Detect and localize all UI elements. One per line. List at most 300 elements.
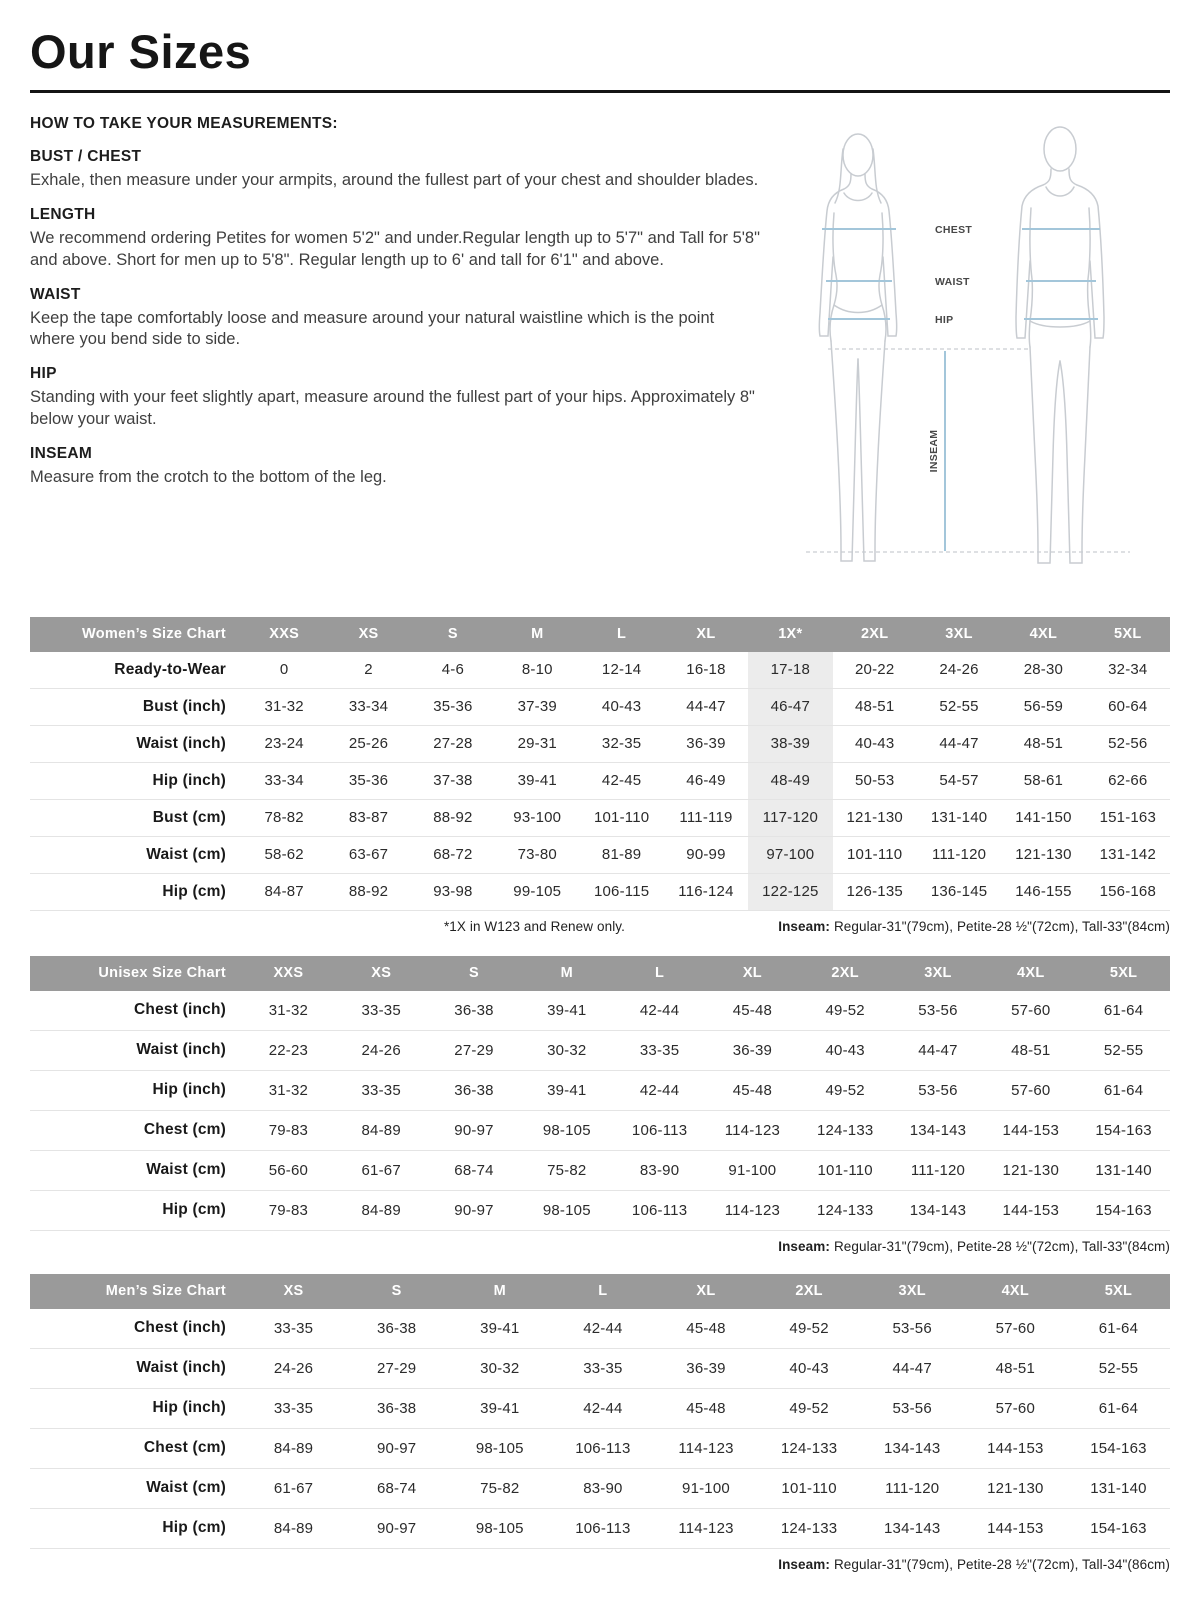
table-cell: 48-51 — [984, 1030, 1077, 1070]
table-row — [30, 725, 1170, 762]
table-cell: 0 — [242, 652, 326, 689]
table-cell: 49-52 — [758, 1388, 861, 1428]
table-cell: 90-99 — [664, 836, 748, 873]
table-cell: 36-39 — [664, 725, 748, 762]
table-cell: 39-41 — [495, 762, 579, 799]
chest-label: CHEST — [935, 223, 973, 236]
table-row — [30, 652, 1170, 689]
row-label: Bust (inch) — [30, 688, 242, 725]
table-cell: 30-32 — [520, 1030, 613, 1070]
table-cell: 101-110 — [579, 799, 663, 836]
table-cell: 42-44 — [551, 1309, 654, 1349]
table-cell: 22-23 — [242, 1030, 335, 1070]
table-cell: 33-35 — [242, 1309, 345, 1349]
table-cell: 93-100 — [495, 799, 579, 836]
table-cell: 30-32 — [448, 1348, 551, 1388]
table-cell: 32-34 — [1086, 652, 1170, 689]
table-cell: 134-143 — [861, 1428, 964, 1468]
header-row — [30, 1274, 1170, 1309]
table-cell: 106-113 — [551, 1508, 654, 1548]
table-cell: 33-35 — [335, 1070, 428, 1110]
table-cell: 84-89 — [242, 1508, 345, 1548]
table-cell: 68-74 — [345, 1468, 448, 1508]
column-header: L — [579, 617, 663, 652]
section-title: INSEAM — [30, 445, 93, 463]
table-cell: 136-145 — [917, 873, 1001, 910]
column-header: XS — [242, 1274, 345, 1309]
table-cell: 68-72 — [411, 836, 495, 873]
column-header: M — [495, 617, 579, 652]
inseam-footnote-label: Inseam: — [778, 1556, 830, 1572]
measurement-section-length — [30, 206, 760, 272]
column-header: XXS — [242, 617, 326, 652]
table-cell: 32-35 — [579, 725, 663, 762]
table-cell: 27-29 — [345, 1348, 448, 1388]
table-row — [30, 1468, 1170, 1508]
table-cell: 114-123 — [706, 1190, 799, 1230]
column-header: 4XL — [984, 956, 1077, 991]
table-cell: 106-115 — [579, 873, 663, 910]
table-cell: 53-56 — [892, 1070, 985, 1110]
table-cell: 154-163 — [1077, 1110, 1170, 1150]
column-header: XL — [706, 956, 799, 991]
mens-size-chart-table — [30, 1274, 1170, 1549]
table-cell: 84-87 — [242, 873, 326, 910]
table-cell: 42-44 — [613, 991, 706, 1031]
table-row — [30, 799, 1170, 836]
table-cell: 16-18 — [664, 652, 748, 689]
measurement-instructions — [30, 115, 760, 587]
table-cell: 38-39 — [748, 725, 832, 762]
row-label: Waist (inch) — [30, 1030, 242, 1070]
table-cell: 60-64 — [1086, 688, 1170, 725]
column-header: M — [520, 956, 613, 991]
row-label: Bust (cm) — [30, 799, 242, 836]
table-cell: 52-56 — [1086, 725, 1170, 762]
table-cell: 45-48 — [654, 1388, 757, 1428]
table-cell: 36-39 — [706, 1030, 799, 1070]
table-cell: 151-163 — [1086, 799, 1170, 836]
table-cell: 90-97 — [345, 1428, 448, 1468]
table-cell: 54-57 — [917, 762, 1001, 799]
measurement-section-bust-chest — [30, 148, 760, 192]
row-label: Chest (inch) — [30, 991, 242, 1031]
inseam-footnote-text: Regular-31"(79cm), Petite-28 ½"(72cm), Tall-33"(84cm) — [833, 1238, 1170, 1254]
table-cell: 93-98 — [411, 873, 495, 910]
table-cell: 63-67 — [326, 836, 410, 873]
table-cell: 8-10 — [495, 652, 579, 689]
table-cell: 144-153 — [964, 1428, 1067, 1468]
table-cell: 144-153 — [964, 1508, 1067, 1548]
column-header: L — [613, 956, 706, 991]
table-cell: 101-110 — [799, 1150, 892, 1190]
table-cell: 68-74 — [428, 1150, 521, 1190]
section-title: WAIST — [30, 285, 81, 303]
table-cell: 154-163 — [1067, 1508, 1170, 1548]
unisex-size-chart-table — [30, 956, 1170, 1231]
table-cell: 144-153 — [984, 1190, 1077, 1230]
waist-label: WAIST — [935, 275, 970, 288]
table-cell: 61-67 — [335, 1150, 428, 1190]
table-cell: 39-41 — [448, 1388, 551, 1428]
table-cell: 61-67 — [242, 1468, 345, 1508]
table-cell: 25-26 — [326, 725, 410, 762]
column-header: M — [448, 1274, 551, 1309]
table-title: Men’s Size Chart — [30, 1274, 242, 1309]
table-cell: 131-140 — [1067, 1468, 1170, 1508]
table-cell: 44-47 — [664, 688, 748, 725]
table-cell: 98-105 — [520, 1190, 613, 1230]
header-row — [30, 617, 1170, 652]
table-cell: 131-140 — [1077, 1150, 1170, 1190]
table-cell: 116-124 — [664, 873, 748, 910]
column-header: XXS — [242, 956, 335, 991]
table-cell: 134-143 — [892, 1110, 985, 1150]
table-cell: 39-41 — [520, 1070, 613, 1110]
table-row — [30, 1309, 1170, 1349]
table-cell: 44-47 — [917, 725, 1001, 762]
table-cell: 57-60 — [984, 1070, 1077, 1110]
table-cell: 52-55 — [1077, 1030, 1170, 1070]
table-cell: 57-60 — [964, 1388, 1067, 1428]
table-cell: 121-130 — [964, 1468, 1067, 1508]
table-cell: 154-163 — [1077, 1190, 1170, 1230]
table-cell: 146-155 — [1001, 873, 1085, 910]
table-row — [30, 873, 1170, 910]
table-cell: 61-64 — [1077, 991, 1170, 1031]
table-cell: 124-133 — [799, 1190, 892, 1230]
table-cell: 83-90 — [551, 1468, 654, 1508]
table-cell: 134-143 — [861, 1508, 964, 1548]
table-cell: 81-89 — [579, 836, 663, 873]
table-row — [30, 1150, 1170, 1190]
section-title: LENGTH — [30, 205, 96, 223]
column-header: 3XL — [917, 617, 1001, 652]
title-divider — [30, 90, 1170, 93]
header-row — [30, 956, 1170, 991]
table-cell: 27-28 — [411, 725, 495, 762]
table-cell: 79-83 — [242, 1110, 335, 1150]
womens-1x-footnote: *1X in W123 and Renew only. — [443, 918, 625, 934]
table-cell: 28-30 — [1001, 652, 1085, 689]
table-cell: 23-24 — [242, 725, 326, 762]
hip-label: HIP — [935, 313, 954, 326]
woman-figure — [819, 134, 897, 561]
table-cell: 17-18 — [748, 652, 832, 689]
table-cell: 40-43 — [579, 688, 663, 725]
table-cell: 36-38 — [345, 1309, 448, 1349]
mens-table-footnotes — [30, 1557, 1170, 1572]
table-row — [30, 1030, 1170, 1070]
table-cell: 40-43 — [758, 1348, 861, 1388]
table-cell: 83-87 — [326, 799, 410, 836]
table-cell: 20-22 — [833, 652, 917, 689]
table-cell: 111-119 — [664, 799, 748, 836]
womens-table-footnotes — [30, 919, 1170, 934]
column-header: 2XL — [833, 617, 917, 652]
table-cell: 98-105 — [448, 1428, 551, 1468]
table-cell: 106-113 — [613, 1110, 706, 1150]
table-cell: 48-51 — [833, 688, 917, 725]
table-cell: 42-44 — [613, 1070, 706, 1110]
table-cell: 24-26 — [242, 1348, 345, 1388]
table-cell: 156-168 — [1086, 873, 1170, 910]
row-label: Waist (inch) — [30, 725, 242, 762]
row-label: Hip (cm) — [30, 1190, 242, 1230]
inseam-footnote — [30, 1239, 1170, 1254]
table-cell: 36-39 — [654, 1348, 757, 1388]
table-cell: 44-47 — [892, 1030, 985, 1070]
table-cell: 57-60 — [984, 991, 1077, 1031]
table-row — [30, 688, 1170, 725]
column-header: 4XL — [964, 1274, 1067, 1309]
table-row — [30, 1348, 1170, 1388]
table-cell: 124-133 — [799, 1110, 892, 1150]
row-label: Chest (cm) — [30, 1428, 242, 1468]
column-header: S — [428, 956, 521, 991]
table-cell: 31-32 — [242, 991, 335, 1031]
inseam-footnote-label: Inseam: — [778, 918, 830, 934]
row-label: Waist (inch) — [30, 1348, 242, 1388]
column-header: 1X* — [748, 617, 832, 652]
row-label: Waist (cm) — [30, 1468, 242, 1508]
table-cell: 61-64 — [1067, 1388, 1170, 1428]
column-header: L — [551, 1274, 654, 1309]
table-cell: 88-92 — [326, 873, 410, 910]
table-cell: 36-38 — [428, 1070, 521, 1110]
table-cell: 27-29 — [428, 1030, 521, 1070]
table-row — [30, 1508, 1170, 1548]
table-cell: 134-143 — [892, 1190, 985, 1230]
table-cell: 141-150 — [1001, 799, 1085, 836]
inseam-footnote — [625, 919, 1170, 934]
row-label: Hip (inch) — [30, 762, 242, 799]
table-cell: 78-82 — [242, 799, 326, 836]
table-cell: 33-35 — [551, 1348, 654, 1388]
table-cell: 53-56 — [892, 991, 985, 1031]
column-header: S — [345, 1274, 448, 1309]
table-cell: 33-34 — [326, 688, 410, 725]
table-cell: 122-125 — [748, 873, 832, 910]
table-cell: 83-90 — [613, 1150, 706, 1190]
table-row — [30, 1428, 1170, 1468]
table-cell: 101-110 — [758, 1468, 861, 1508]
table-cell: 24-26 — [335, 1030, 428, 1070]
table-cell: 106-113 — [613, 1190, 706, 1230]
table-cell: 46-49 — [664, 762, 748, 799]
table-cell: 91-100 — [706, 1150, 799, 1190]
table-cell: 40-43 — [799, 1030, 892, 1070]
man-figure — [1016, 127, 1104, 563]
table-cell: 97-100 — [748, 836, 832, 873]
table-cell: 33-35 — [613, 1030, 706, 1070]
table-cell: 90-97 — [428, 1110, 521, 1150]
measurement-diagram — [760, 115, 1170, 587]
column-header: 4XL — [1001, 617, 1085, 652]
table-cell: 37-38 — [411, 762, 495, 799]
row-label: Waist (cm) — [30, 1150, 242, 1190]
table-cell: 12-14 — [579, 652, 663, 689]
table-row — [30, 1070, 1170, 1110]
table-cell: 44-47 — [861, 1348, 964, 1388]
table-cell: 52-55 — [1067, 1348, 1170, 1388]
table-cell: 106-113 — [551, 1428, 654, 1468]
page-title: Our Sizes — [30, 25, 252, 78]
table-cell: 61-64 — [1067, 1309, 1170, 1349]
table-cell: 4-6 — [411, 652, 495, 689]
section-title: BUST / CHEST — [30, 147, 142, 165]
section-body: We recommend ordering Petites for women 5'2" and under.Regular length up to 5'7" and Tall for 5'8" and above. Short for men up to 5'8". Regular length up to 6' and tall for 6'1" and above. — [30, 228, 760, 269]
table-row — [30, 991, 1170, 1031]
table-cell: 131-140 — [917, 799, 1001, 836]
table-cell: 91-100 — [654, 1468, 757, 1508]
table-cell: 57-60 — [964, 1309, 1067, 1349]
table-cell: 98-105 — [448, 1508, 551, 1548]
row-label: Hip (cm) — [30, 873, 242, 910]
table-cell: 75-82 — [448, 1468, 551, 1508]
table-cell: 31-32 — [242, 1070, 335, 1110]
table-title: Unisex Size Chart — [30, 956, 242, 991]
section-body: Exhale, then measure under your armpits, around the fullest part of your chest and shoulder blades. — [30, 170, 759, 189]
table-cell: 53-56 — [861, 1309, 964, 1349]
section-body: Keep the tape comfortably loose and measure around your natural waistline which is the point where you bend side to side. — [30, 308, 715, 349]
table-cell: 121-130 — [984, 1150, 1077, 1190]
table-cell: 90-97 — [345, 1508, 448, 1548]
row-label: Hip (inch) — [30, 1388, 242, 1428]
unisex-table-footnotes — [30, 1239, 1170, 1254]
table-cell: 114-123 — [654, 1428, 757, 1468]
table-cell: 49-52 — [758, 1309, 861, 1349]
column-header: 2XL — [758, 1274, 861, 1309]
table-cell: 36-38 — [428, 991, 521, 1031]
table-cell: 84-89 — [335, 1110, 428, 1150]
table-cell: 131-142 — [1086, 836, 1170, 873]
table-cell: 46-47 — [748, 688, 832, 725]
column-header: 3XL — [861, 1274, 964, 1309]
row-label: Hip (cm) — [30, 1508, 242, 1548]
table-cell: 111-120 — [861, 1468, 964, 1508]
section-body: Standing with your feet slightly apart, measure around the fullest part of your hips. Approximately 8" below your waist. — [30, 388, 755, 429]
intro-section — [30, 115, 1170, 587]
table-cell: 101-110 — [833, 836, 917, 873]
table-cell: 84-89 — [242, 1428, 345, 1468]
table-cell: 53-56 — [861, 1388, 964, 1428]
measurement-section-hip — [30, 365, 760, 431]
table-cell: 84-89 — [335, 1190, 428, 1230]
table-cell: 33-35 — [335, 991, 428, 1031]
table-title: Women’s Size Chart — [30, 617, 242, 652]
row-label: Chest (cm) — [30, 1110, 242, 1150]
table-cell: 48-49 — [748, 762, 832, 799]
table-cell: 56-60 — [242, 1150, 335, 1190]
table-cell: 50-53 — [833, 762, 917, 799]
table-cell: 121-130 — [1001, 836, 1085, 873]
column-header: XS — [326, 617, 410, 652]
inseam-label: INSEAM — [928, 429, 940, 473]
table-cell: 124-133 — [758, 1428, 861, 1468]
table-cell: 42-45 — [579, 762, 663, 799]
table-row — [30, 836, 1170, 873]
table-cell: 39-41 — [448, 1309, 551, 1349]
table-cell: 75-82 — [520, 1150, 613, 1190]
table-cell: 126-135 — [833, 873, 917, 910]
row-label: Waist (cm) — [30, 836, 242, 873]
table-cell: 45-48 — [706, 991, 799, 1031]
row-label: Ready-to-Wear — [30, 652, 242, 689]
column-header: 5XL — [1067, 1274, 1170, 1309]
column-header: 5XL — [1077, 956, 1170, 991]
column-header: S — [411, 617, 495, 652]
table-cell: 111-120 — [917, 836, 1001, 873]
table-cell: 39-41 — [520, 991, 613, 1031]
table-cell: 49-52 — [799, 1070, 892, 1110]
table-cell: 29-31 — [495, 725, 579, 762]
table-cell: 58-62 — [242, 836, 326, 873]
table-cell: 35-36 — [411, 688, 495, 725]
inseam-footnote-label: Inseam: — [778, 1238, 830, 1254]
table-cell: 90-97 — [428, 1190, 521, 1230]
womens-size-chart-table — [30, 617, 1170, 911]
table-cell: 117-120 — [748, 799, 832, 836]
column-header: 3XL — [892, 956, 985, 991]
table-cell: 45-48 — [654, 1309, 757, 1349]
table-cell: 48-51 — [1001, 725, 1085, 762]
table-cell: 36-38 — [345, 1388, 448, 1428]
table-cell: 58-61 — [1001, 762, 1085, 799]
row-label: Chest (inch) — [30, 1309, 242, 1349]
table-cell: 37-39 — [495, 688, 579, 725]
measurement-section-waist — [30, 286, 760, 352]
table-cell: 154-163 — [1067, 1428, 1170, 1468]
table-cell: 98-105 — [520, 1110, 613, 1150]
table-row — [30, 1388, 1170, 1428]
table-cell: 61-64 — [1077, 1070, 1170, 1110]
table-cell: 121-130 — [833, 799, 917, 836]
table-cell: 24-26 — [917, 652, 1001, 689]
measurement-section-inseam — [30, 445, 760, 489]
table-cell: 42-44 — [551, 1388, 654, 1428]
inseam-footnote-text: Regular-31"(79cm), Petite-28 ½"(72cm), Tall-33"(84cm) — [833, 918, 1170, 934]
table-cell: 33-34 — [242, 762, 326, 799]
inseam-footnote — [30, 1557, 1170, 1572]
table-cell: 40-43 — [833, 725, 917, 762]
table-row — [30, 762, 1170, 799]
table-cell: 144-153 — [984, 1110, 1077, 1150]
table-cell: 49-52 — [799, 991, 892, 1031]
table-cell: 48-51 — [964, 1348, 1067, 1388]
table-cell: 111-120 — [892, 1150, 985, 1190]
table-cell: 79-83 — [242, 1190, 335, 1230]
table-cell: 114-123 — [706, 1110, 799, 1150]
column-header: XS — [335, 956, 428, 991]
table-cell: 114-123 — [654, 1508, 757, 1548]
row-label: Hip (inch) — [30, 1070, 242, 1110]
table-row — [30, 1110, 1170, 1150]
inseam-footnote-text: Regular-31"(79cm), Petite-28 ½"(72cm), Tall-34"(86cm) — [833, 1556, 1170, 1572]
table-cell: 45-48 — [706, 1070, 799, 1110]
table-cell: 73-80 — [495, 836, 579, 873]
table-cell: 62-66 — [1086, 762, 1170, 799]
column-header: XL — [654, 1274, 757, 1309]
section-body: Measure from the crotch to the bottom of the leg. — [30, 468, 387, 487]
table-cell: 31-32 — [242, 688, 326, 725]
table-row — [30, 1190, 1170, 1230]
table-cell: 88-92 — [411, 799, 495, 836]
column-header: XL — [664, 617, 748, 652]
table-cell: 35-36 — [326, 762, 410, 799]
column-header: 5XL — [1086, 617, 1170, 652]
table-cell: 2 — [326, 652, 410, 689]
